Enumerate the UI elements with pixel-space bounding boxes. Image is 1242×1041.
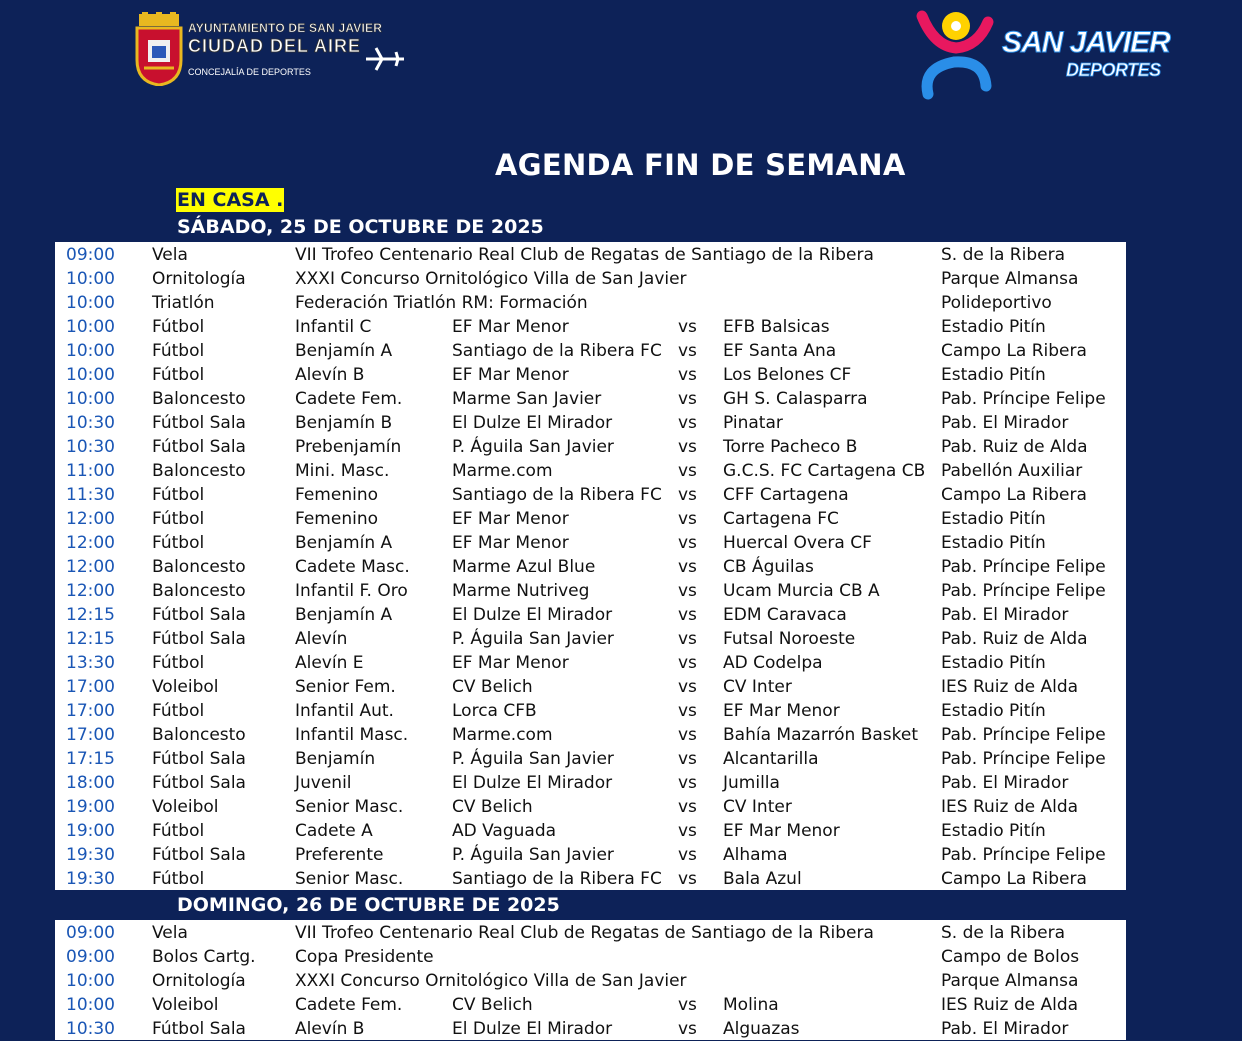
- table-row: [55, 993, 1126, 1017]
- coat-of-arms-icon: [134, 12, 184, 86]
- event-venue: Pab. Príncipe Felipe: [941, 389, 1106, 409]
- event-sport: Fútbol Sala: [152, 437, 246, 457]
- event-away-team: AD Codelpa: [723, 653, 823, 673]
- event-time: 10:00: [66, 995, 115, 1015]
- event-category: Benjamín B: [295, 413, 393, 433]
- event-category: VII Trofeo Centenario Real Club de Regatas de Santiago de la Ribera: [295, 923, 874, 943]
- event-time: 19:00: [66, 821, 115, 841]
- event-category: Infantil C: [295, 317, 372, 337]
- event-sport: Fútbol: [152, 821, 205, 841]
- event-time: 10:00: [66, 341, 115, 361]
- event-home-team: P. Águila San Javier: [452, 437, 614, 457]
- event-venue: Pab. Ruiz de Alda: [941, 437, 1088, 457]
- event-sport: Baloncesto: [152, 725, 246, 745]
- event-sport: Fútbol Sala: [152, 749, 246, 769]
- event-away-team: Cartagena FC: [723, 509, 839, 529]
- event-home-team: EF Mar Menor: [452, 317, 569, 337]
- event-home-team: Santiago de la Ribera FC: [452, 341, 662, 361]
- event-time: 10:30: [66, 437, 115, 457]
- event-venue: IES Ruiz de Alda: [941, 995, 1079, 1015]
- table-row: [55, 867, 1126, 891]
- event-away-team: Bala Azul: [723, 869, 802, 889]
- event-home-team: EF Mar Menor: [452, 533, 569, 553]
- event-venue: Campo La Ribera: [941, 341, 1087, 361]
- event-venue: Pab. El Mirador: [941, 1019, 1069, 1039]
- event-home-team: El Dulze El Mirador: [452, 773, 613, 793]
- event-venue: Pab. Ruiz de Alda: [941, 629, 1088, 649]
- event-sport: Fútbol Sala: [152, 605, 246, 625]
- event-away-team: Ucam Murcia CB A: [723, 581, 880, 601]
- event-away-team: EF Santa Ana: [723, 341, 837, 361]
- saturday-schedule-table: [55, 242, 1126, 890]
- event-venue: Pab. Príncipe Felipe: [941, 557, 1106, 577]
- ayuntamiento-logo: [134, 12, 424, 90]
- event-home-team: Marme.com: [452, 461, 553, 481]
- event-category: XXXI Concurso Ornitológico Villa de San Javier: [295, 269, 687, 289]
- event-vs: vs: [678, 437, 697, 457]
- event-venue: Pab. Príncipe Felipe: [941, 749, 1106, 769]
- event-vs: vs: [678, 653, 697, 673]
- event-sport: Fútbol Sala: [152, 1019, 246, 1039]
- event-home-team: CV Belich: [452, 995, 533, 1015]
- event-category: Federación Triatlón RM: Formación: [295, 293, 588, 313]
- event-away-team: CV Inter: [723, 797, 792, 817]
- event-sport: Fútbol: [152, 653, 205, 673]
- event-venue: Estadio Pitín: [941, 533, 1046, 553]
- event-category: Alevín B: [295, 1019, 365, 1039]
- event-time: 10:30: [66, 413, 115, 433]
- event-time: 12:00: [66, 533, 115, 553]
- event-category: Infantil Masc.: [295, 725, 409, 745]
- table-row: [55, 387, 1126, 411]
- brand-name: SAN JAVIER: [1002, 26, 1170, 59]
- event-away-team: GH S. Calasparra: [723, 389, 868, 409]
- event-venue: Pab. Príncipe Felipe: [941, 845, 1106, 865]
- event-home-team: Lorca CFB: [452, 701, 537, 721]
- table-row: [55, 921, 1126, 945]
- table-row: [55, 315, 1126, 339]
- event-vs: vs: [678, 389, 697, 409]
- event-vs: vs: [678, 701, 697, 721]
- event-sport: Fútbol: [152, 509, 205, 529]
- event-vs: vs: [678, 605, 697, 625]
- event-category: XXXI Concurso Ornitológico Villa de San Javier: [295, 971, 687, 991]
- event-away-team: Alcantarilla: [723, 749, 819, 769]
- event-time: 10:00: [66, 971, 115, 991]
- event-venue: Pab. Príncipe Felipe: [941, 725, 1106, 745]
- table-row: [55, 771, 1126, 795]
- event-vs: vs: [678, 773, 697, 793]
- event-time: 10:30: [66, 1019, 115, 1039]
- event-away-team: EFB Balsicas: [723, 317, 830, 337]
- event-venue: Pabellón Auxiliar: [941, 461, 1083, 481]
- event-home-team: EF Mar Menor: [452, 509, 569, 529]
- table-row: [55, 267, 1126, 291]
- event-time: 18:00: [66, 773, 115, 793]
- event-home-team: El Dulze El Mirador: [452, 605, 613, 625]
- event-away-team: Huercal Overa CF: [723, 533, 872, 553]
- table-row: [55, 603, 1126, 627]
- event-away-team: EF Mar Menor: [723, 701, 840, 721]
- table-row: [55, 1017, 1126, 1041]
- event-vs: vs: [678, 413, 697, 433]
- event-category: Cadete Masc.: [295, 557, 410, 577]
- event-venue: Parque Almansa: [941, 971, 1079, 991]
- event-vs: vs: [678, 821, 697, 841]
- event-away-team: Torre Pacheco B: [723, 437, 858, 457]
- event-sport: Fútbol: [152, 341, 205, 361]
- event-category: Juvenil: [295, 773, 352, 793]
- event-venue: Parque Almansa: [941, 269, 1079, 289]
- event-home-team: P. Águila San Javier: [452, 749, 614, 769]
- event-vs: vs: [678, 581, 697, 601]
- event-home-team: AD Vaguada: [452, 821, 557, 841]
- event-away-team: Alguazas: [723, 1019, 800, 1039]
- event-category: Senior Masc.: [295, 869, 404, 889]
- event-vs: vs: [678, 509, 697, 529]
- event-away-team: CV Inter: [723, 677, 792, 697]
- table-row: [55, 651, 1126, 675]
- event-venue: Campo La Ribera: [941, 869, 1087, 889]
- table-row: [55, 411, 1126, 435]
- event-away-team: Molina: [723, 995, 779, 1015]
- event-category: Senior Masc.: [295, 797, 404, 817]
- saturday-title: SÁBADO, 25 DE OCTUBRE DE 2025: [177, 216, 544, 238]
- event-sport: Voleibol: [152, 797, 219, 817]
- table-row: [55, 483, 1126, 507]
- event-sport: Vela: [152, 245, 188, 265]
- event-category: Benjamín A: [295, 533, 393, 553]
- event-vs: vs: [678, 365, 697, 385]
- event-sport: Triatlón: [152, 293, 215, 313]
- event-time: 17:00: [66, 701, 115, 721]
- event-category: Cadete Fem.: [295, 389, 403, 409]
- event-time: 19:30: [66, 845, 115, 865]
- event-away-team: CB Águilas: [723, 557, 814, 577]
- table-row: [55, 819, 1126, 843]
- event-venue: Pab. El Mirador: [941, 413, 1069, 433]
- event-time: 13:30: [66, 653, 115, 673]
- event-time: 11:00: [66, 461, 115, 481]
- event-away-team: Jumilla: [723, 773, 780, 793]
- event-category: Benjamín A: [295, 341, 393, 361]
- event-sport: Voleibol: [152, 677, 219, 697]
- event-home-team: Santiago de la Ribera FC: [452, 869, 662, 889]
- event-category: Cadete Fem.: [295, 995, 403, 1015]
- event-time: 10:00: [66, 269, 115, 289]
- table-row: [55, 339, 1126, 363]
- event-venue: Campo de Bolos: [941, 947, 1080, 967]
- event-home-team: Marme Azul Blue: [452, 557, 596, 577]
- event-category: Benjamín: [295, 749, 376, 769]
- event-vs: vs: [678, 797, 697, 817]
- event-away-team: EF Mar Menor: [723, 821, 840, 841]
- event-category: Femenino: [295, 509, 378, 529]
- ciudad-del-aire-text: CIUDAD DEL AIRE: [188, 36, 362, 56]
- table-row: [55, 843, 1126, 867]
- event-vs: vs: [678, 749, 697, 769]
- event-vs: vs: [678, 557, 697, 577]
- table-row: [55, 459, 1126, 483]
- event-category: Copa Presidente: [295, 947, 434, 967]
- table-row: [55, 243, 1126, 267]
- event-vs: vs: [678, 725, 697, 745]
- event-vs: vs: [678, 317, 697, 337]
- page-title: AGENDA FIN DE SEMANA: [495, 148, 906, 182]
- event-time: 09:00: [66, 923, 115, 943]
- event-venue: S. de la Ribera: [941, 245, 1065, 265]
- event-sport: Baloncesto: [152, 581, 246, 601]
- table-row: [55, 579, 1126, 603]
- event-vs: vs: [678, 677, 697, 697]
- event-sport: Fútbol: [152, 701, 205, 721]
- event-sport: Fútbol Sala: [152, 845, 246, 865]
- event-time: 10:00: [66, 389, 115, 409]
- event-venue: Pab. El Mirador: [941, 605, 1069, 625]
- event-time: 12:00: [66, 557, 115, 577]
- event-vs: vs: [678, 1019, 697, 1039]
- table-row: [55, 699, 1126, 723]
- event-sport: Fútbol: [152, 317, 205, 337]
- event-home-team: Marme Nutriveg: [452, 581, 590, 601]
- event-sport: Fútbol: [152, 869, 205, 889]
- event-venue: Pab. El Mirador: [941, 773, 1069, 793]
- event-time: 17:00: [66, 677, 115, 697]
- event-home-team: Marme San Javier: [452, 389, 602, 409]
- table-row: [55, 627, 1126, 651]
- event-sport: Fútbol Sala: [152, 413, 246, 433]
- event-venue: IES Ruiz de Alda: [941, 797, 1079, 817]
- event-time: 10:00: [66, 317, 115, 337]
- event-time: 10:00: [66, 365, 115, 385]
- table-row: [55, 507, 1126, 531]
- event-away-team: CFF Cartagena: [723, 485, 849, 505]
- event-sport: Fútbol: [152, 365, 205, 385]
- table-row: [55, 531, 1126, 555]
- sunday-schedule-table: [55, 920, 1126, 1040]
- event-category: Femenino: [295, 485, 378, 505]
- sunday-title: DOMINGO, 26 DE OCTUBRE DE 2025: [177, 894, 560, 916]
- ayuntamiento-name: AYUNTAMIENTO DE SAN JAVIER: [188, 21, 383, 35]
- event-time: 17:15: [66, 749, 115, 769]
- event-category: VII Trofeo Centenario Real Club de Regatas de Santiago de la Ribera: [295, 245, 874, 265]
- event-category: Infantil F. Oro: [295, 581, 408, 601]
- event-sport: Fútbol: [152, 485, 205, 505]
- event-home-team: EF Mar Menor: [452, 365, 569, 385]
- event-category: Alevín: [295, 629, 348, 649]
- event-home-team: El Dulze El Mirador: [452, 413, 613, 433]
- event-sport: Ornitología: [152, 971, 246, 991]
- table-row: [55, 435, 1126, 459]
- event-vs: vs: [678, 341, 697, 361]
- table-row: [55, 795, 1126, 819]
- event-time: 12:15: [66, 629, 115, 649]
- event-category: Alevín E: [295, 653, 364, 673]
- event-venue: Estadio Pitín: [941, 653, 1046, 673]
- event-home-team: EF Mar Menor: [452, 653, 569, 673]
- event-sport: Fútbol Sala: [152, 773, 246, 793]
- table-row: [55, 363, 1126, 387]
- event-sport: Bolos Cartg.: [152, 947, 256, 967]
- table-row: [55, 747, 1126, 771]
- event-category: Alevín B: [295, 365, 365, 385]
- event-sport: Fútbol Sala: [152, 629, 246, 649]
- event-category: Senior Fem.: [295, 677, 396, 697]
- event-venue: S. de la Ribera: [941, 923, 1065, 943]
- event-away-team: Pinatar: [723, 413, 783, 433]
- event-venue: Campo La Ribera: [941, 485, 1087, 505]
- event-vs: vs: [678, 485, 697, 505]
- event-sport: Baloncesto: [152, 557, 246, 577]
- table-row: [55, 969, 1126, 993]
- airplane-icon: [366, 46, 406, 72]
- san-javier-deportes-logo: [914, 6, 1174, 100]
- event-category: Benjamín A: [295, 605, 393, 625]
- event-time: 10:00: [66, 293, 115, 313]
- event-away-team: Alhama: [723, 845, 788, 865]
- event-time: 17:00: [66, 725, 115, 745]
- event-vs: vs: [678, 461, 697, 481]
- event-venue: Polideportivo: [941, 293, 1052, 313]
- event-home-team: CV Belich: [452, 677, 533, 697]
- event-vs: vs: [678, 995, 697, 1015]
- event-time: 19:30: [66, 869, 115, 889]
- event-venue: Estadio Pitín: [941, 509, 1046, 529]
- event-sport: Voleibol: [152, 995, 219, 1015]
- home-badge: EN CASA .: [177, 189, 284, 211]
- event-category: Prebenjamín: [295, 437, 402, 457]
- event-away-team: G.C.S. FC Cartagena CB: [723, 461, 926, 481]
- event-sport: Vela: [152, 923, 188, 943]
- table-row: [55, 291, 1126, 315]
- event-category: Mini. Masc.: [295, 461, 390, 481]
- event-venue: Estadio Pitín: [941, 317, 1046, 337]
- event-sport: Fútbol: [152, 533, 205, 553]
- event-vs: vs: [678, 533, 697, 553]
- event-sport: Ornitología: [152, 269, 246, 289]
- event-away-team: Futsal Noroeste: [723, 629, 856, 649]
- event-home-team: El Dulze El Mirador: [452, 1019, 613, 1039]
- event-home-team: P. Águila San Javier: [452, 629, 614, 649]
- event-sport: Baloncesto: [152, 389, 246, 409]
- event-time: 11:30: [66, 485, 115, 505]
- event-home-team: Marme.com: [452, 725, 553, 745]
- event-time: 09:00: [66, 245, 115, 265]
- event-category: Infantil Aut.: [295, 701, 394, 721]
- event-vs: vs: [678, 629, 697, 649]
- event-category: Cadete A: [295, 821, 373, 841]
- event-time: 19:00: [66, 797, 115, 817]
- table-row: [55, 555, 1126, 579]
- event-category: Preferente: [295, 845, 384, 865]
- table-row: [55, 675, 1126, 699]
- table-row: [55, 945, 1126, 969]
- event-venue: Estadio Pitín: [941, 821, 1046, 841]
- event-away-team: Los Belones CF: [723, 365, 852, 385]
- event-time: 09:00: [66, 947, 115, 967]
- event-time: 12:15: [66, 605, 115, 625]
- event-time: 12:00: [66, 581, 115, 601]
- event-vs: vs: [678, 845, 697, 865]
- event-venue: IES Ruiz de Alda: [941, 677, 1079, 697]
- event-away-team: EDM Caravaca: [723, 605, 847, 625]
- event-away-team: Bahía Mazarrón Basket: [723, 725, 919, 745]
- concejalia-text: CONCEJALÍA DE DEPORTES: [188, 67, 311, 77]
- event-vs: vs: [678, 869, 697, 889]
- event-sport: Baloncesto: [152, 461, 246, 481]
- brand-subtitle: DEPORTES: [1066, 60, 1161, 80]
- athlete-figure-icon: [914, 6, 1000, 100]
- event-time: 12:00: [66, 509, 115, 529]
- event-home-team: P. Águila San Javier: [452, 845, 614, 865]
- event-home-team: CV Belich: [452, 797, 533, 817]
- event-venue: Pab. Príncipe Felipe: [941, 581, 1106, 601]
- table-row: [55, 723, 1126, 747]
- event-venue: Estadio Pitín: [941, 365, 1046, 385]
- event-venue: Estadio Pitín: [941, 701, 1046, 721]
- event-home-team: Santiago de la Ribera FC: [452, 485, 662, 505]
